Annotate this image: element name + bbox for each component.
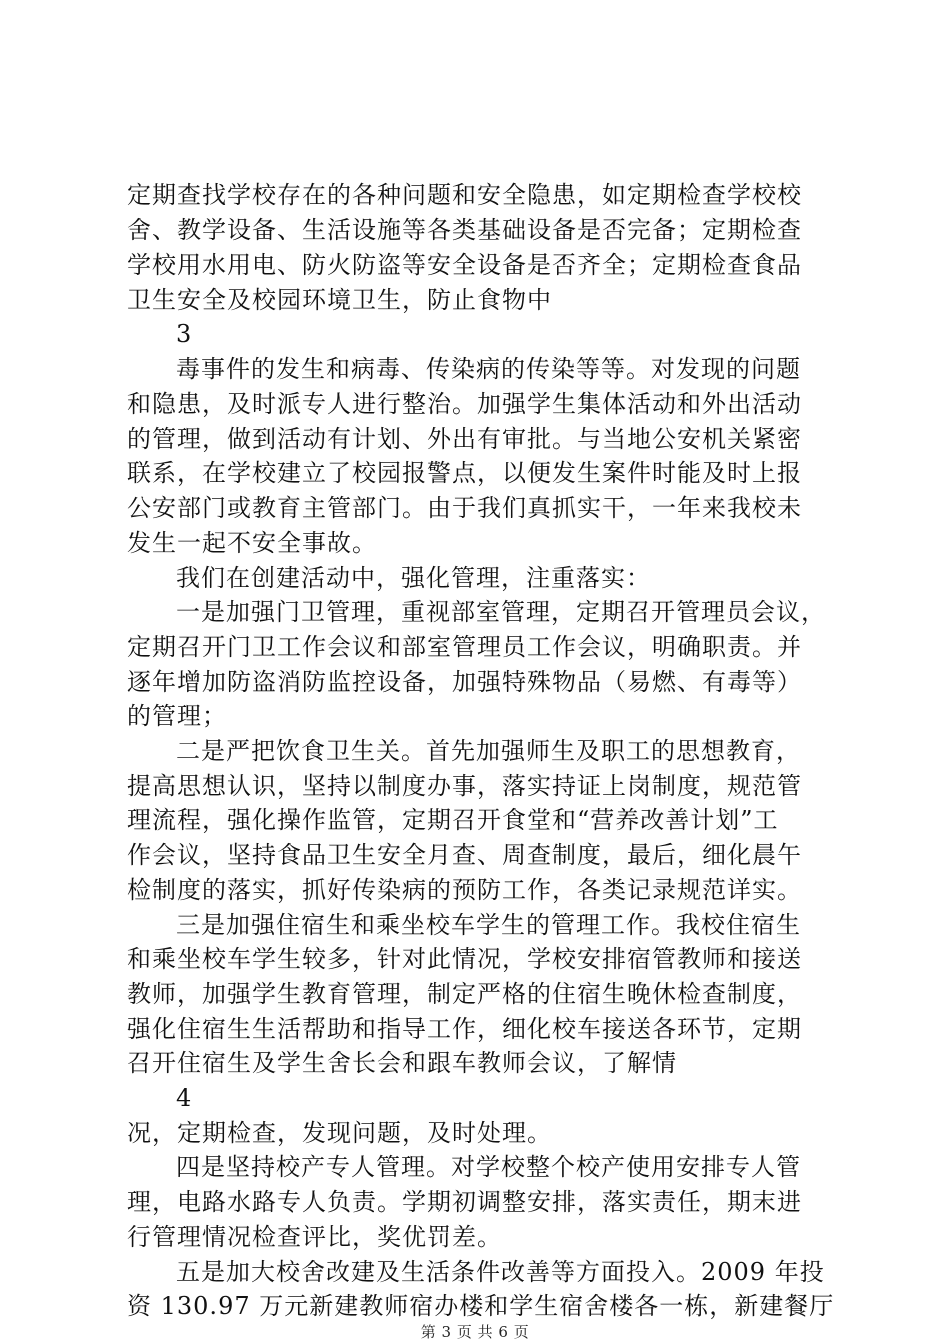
text-line: 三是加强住宿生和乘坐校车学生的管理工作。我校住宿生 <box>176 911 801 939</box>
text-line: 召开住宿生及学生舍长会和跟车教师会议，了解情 <box>127 1049 677 1077</box>
text-line: 定期查找学校存在的各种问题和安全隐患，如定期检查学校校 <box>127 181 802 209</box>
text-line: 发生一起不安全事故。 <box>127 529 377 557</box>
text-line: 提高思想认识，坚持以制度办事，落实持证上岗制度，规范管 <box>127 772 802 800</box>
text-line: 教师，加强学生教育管理，制定严格的住宿生晚休检查制度， <box>127 980 802 1008</box>
text-line: 理，电路水路专人负责。学期初调整安排，落实责任，期末进 <box>127 1188 802 1216</box>
text-line: 逐年增加防盗消防监控设备，加强特殊物品（易燃、有毒等） <box>127 668 802 696</box>
text-line: 二是严把饮食卫生关。首先加强师生及职工的思想教育， <box>176 737 801 765</box>
text-line: 五是加大校舍改建及生活条件改善等方面投入。2009 年投 <box>176 1258 825 1286</box>
text-line: 资 130.97 万元新建教师宿办楼和学生宿舍楼各一栋，新建餐厅 <box>127 1292 835 1320</box>
text-line: 和乘坐校车学生较多，针对此情况，学校安排宿管教师和接送 <box>127 945 802 973</box>
text-line: 作会议，坚持食品卫生安全月查、周查制度，最后，细化晨午 <box>127 841 802 869</box>
text-line: 和隐患，及时派专人进行整治。加强学生集体活动和外出活动 <box>127 390 802 418</box>
source-page-number: 4 <box>176 1084 193 1112</box>
text-line: 况，定期检查，发现问题，及时处理。 <box>127 1119 552 1147</box>
text-line: 行管理情况检查评比，奖优罚差。 <box>127 1223 502 1251</box>
text-line: 定期召开门卫工作会议和部室管理员工作会议，明确职责。并 <box>127 633 802 661</box>
text-line: 检制度的落实，抓好传染病的预防工作，各类记录规范详实。 <box>127 876 802 904</box>
text-line: 四是坚持校产专人管理。对学校整个校产使用安排专人管 <box>176 1153 801 1181</box>
text-line: 强化住宿生生活帮助和指导工作，细化校车接送各环节，定期 <box>127 1015 802 1043</box>
text-line: 联系，在学校建立了校园报警点，以便发生案件时能及时上报 <box>127 459 802 487</box>
text-line: 的管理，做到活动有计划、外出有审批。与当地公安机关紧密 <box>127 425 802 453</box>
text-line: 毒事件的发生和病毒、传染病的传染等等。对发现的问题 <box>176 355 801 383</box>
text-line: 公安部门或教育主管部门。由于我们真抓实干，一年来我校未 <box>127 494 802 522</box>
text-line: 卫生安全及校园环境卫生，防止食物中 <box>127 286 552 314</box>
page-footer: 第 3 页 共 6 页 <box>420 1323 530 1341</box>
text-line: 的管理； <box>127 702 227 730</box>
text-line: 学校用水用电、防火防盗等安全设备是否齐全；定期检查食品 <box>127 251 802 279</box>
text-line: 一是加强门卫管理，重视部室管理，定期召开管理员会议， <box>176 598 826 626</box>
text-line: 理流程，强化操作监管，定期召开食堂和“营养改善计划”工 <box>127 806 779 834</box>
text-line: 我们在创建活动中，强化管理，注重落实： <box>176 564 651 592</box>
text-line: 舍、教学设备、生活设施等各类基础设备是否完备；定期检查 <box>127 216 802 244</box>
source-page-number: 3 <box>176 320 193 348</box>
